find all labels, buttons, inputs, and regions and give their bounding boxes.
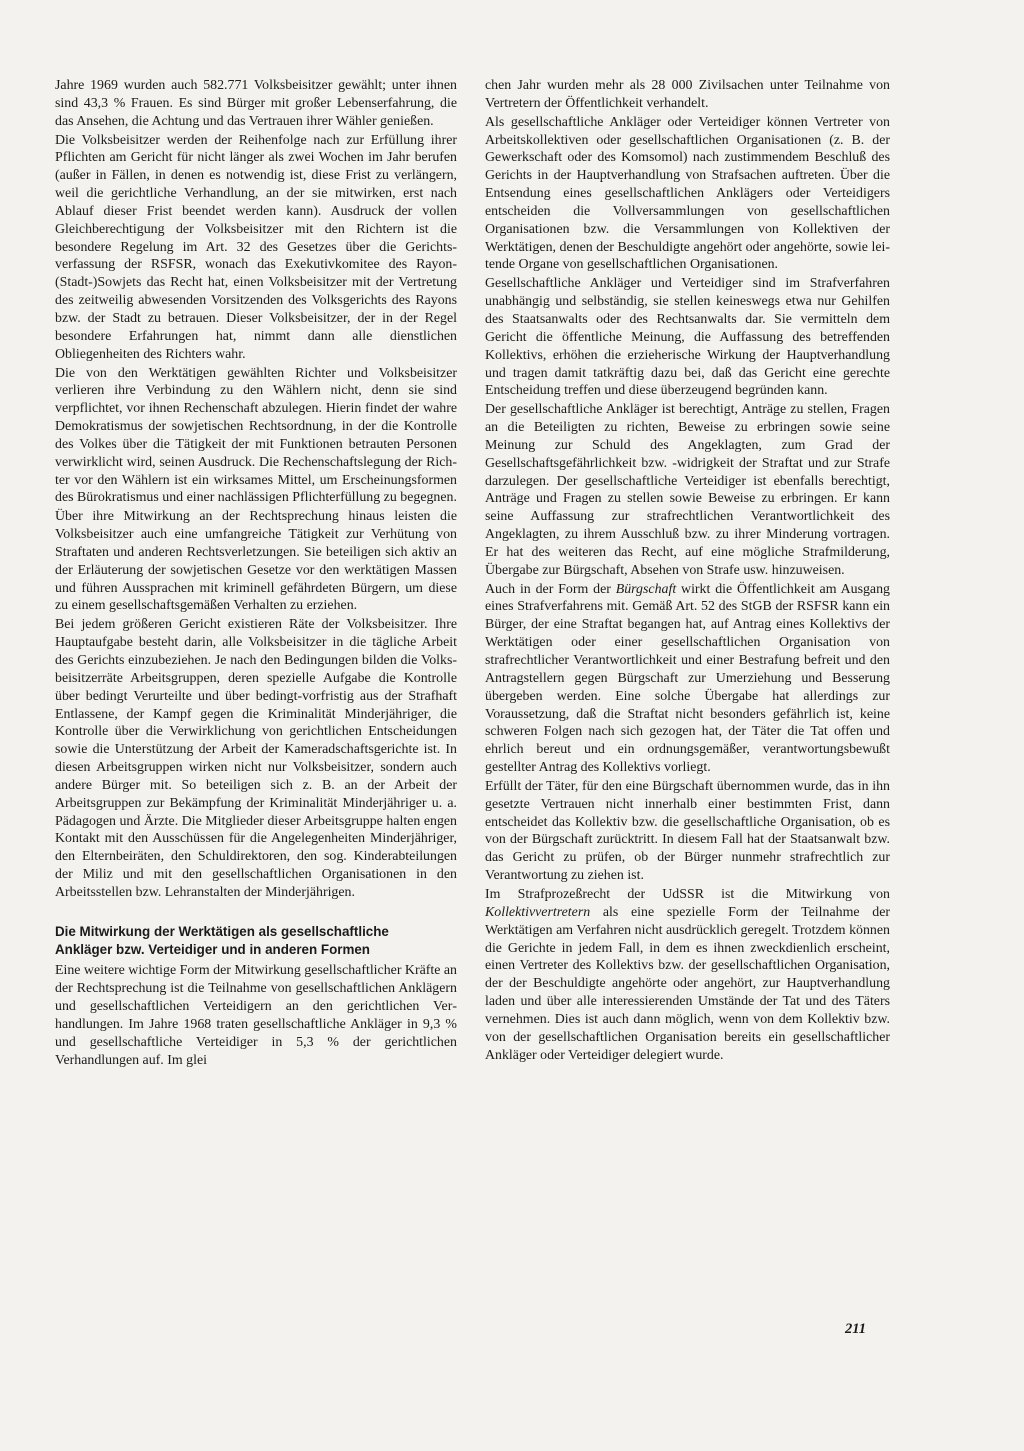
emphasis-term: Bürgschaft [615, 581, 677, 597]
paragraph: Über ihre Mitwirkung an der Rechtsprechung hinaus leisten die Volksbeisitzer auch eine umfangreiche Tätigkeit zur Verhütung von Straftaten und anderen Rechtsverletzungen. Sie beteiligen sich aktiv an der Erläuterung der sowjetischen Gesetze vor den werktätigen Massen und führen Aussprachen mit kriminell gefährdeten Bürgern, um diese zu einem gesellschaftsgemäßen Verhalten zu erziehen. [55, 509, 457, 614]
paragraph: chen Jahr wurden mehr als 28 000 Zivilsachen unter Teilnahme von Vertretern der Öffentlichkeit verhandelt. [485, 78, 890, 111]
left-column [55, 77, 457, 1070]
paragraph [485, 581, 890, 777]
section-heading-line: Ankläger bzw. Verteidiger und in anderen Formen [55, 941, 370, 957]
paragraph-text: Auch in der Form der [485, 581, 616, 597]
paragraph: Gesellschaftliche Ankläger und Verteidiger sind im Strafverfahren unabhängig und selbständig, sie stellen keineswegs etwa nur Gehilfen des Staatsanwalts oder des Rechtsanwalts dar. Sie vermitteln dem Gericht die öffentliche Meinung, die Auffassung des betreffenden Kollektivs, erhöhen die erzieherische Wirkung der Hauptverhandlung und tragen damit tatkräftig dazu bei, daß das Gericht eine gerechte Entscheidung treffen und diese überzeugend begründen kann. [485, 276, 890, 399]
paragraph: Jahre 1969 wurden auch 582.771 Volksbeisitzer gewählt; unter ihnen sind 43,3 % Frauen. Es sind Bürger mit großer Lebenserfahrung, die das Ansehen, die Achtung und das Vertrauen ihrer Wähler genießen. [55, 78, 457, 129]
paragraph: Bei jedem größeren Gericht existieren Räte der Volksbeisitzer. Ihre Hauptaufgabe besteht darin, alle Volksbeisitzer in die tägliche Arbeit des Gerichts einzubeziehen. Je nach den Bedingungen bilden die Volksbeisitzerräte Arbeitsgruppen, deren spezielle Aufgabe die Kontrolle über bedingt Verurteilte und über bedingt-vorfristig aus der Strafhaft Entlassene, der Kampf gegen die Kriminalität Minderjähriger, die Kontrolle über die Verwirklichung von gerichtlichen Entscheidungen sowie die Unterstützung der Arbeit der Kameradschaftsgerichte ist. In diesen Arbeitsgruppen wirken nicht nur Volksbeisitzer, sondern auch andere Bürger mit. So beteiligen sich z. B. an der Arbeit der Arbeitsgruppen zur Bekämpfung der Kriminalität Minderjähriger u. a. Pädagogen und Ärzte. Die Mitglieder dieser Arbeitsgruppe halten engen Kontakt mit den Ausschüssen für die Angelegenheiten Minderjähriger, den Elternbeiräten, den Schuldirektoren, den sog. Kinderabteilungen der Miliz und mit den gesellschaftlichen Organisationen in den Arbeitsstellen bzw. Lehranstalten der Minderjährigen. [55, 617, 457, 900]
paragraph [485, 886, 890, 1064]
paragraph: Die Volksbeisitzer werden der Reihenfolge nach zur Erfüllung ihrer Pflichten am Gericht für nicht länger als zwei Wochen im Jahr berufen (außer in Fällen, in denen es notwendig ist, diese Frist zu verlängern, weil die gerichtliche Verhandlung, an der sie mitwirken, erst nach Ablauf dieser Frist beendet werden kann). Ausdruck der vollen Gleichberechtigung der Volksbeisitzer mit den Richtern ist die besondere Regelung im Art. 32 des Gesetzes über die Gerichtsverfassung der RSFSR, wonach das Exekutivkomitee des Rayon-(Stadt-)Sowjets das Recht hat, einen Volksbeisitzer mit der Vertretung des zeitweilig abwesenden Vorsitzenden des Volksgerichts des Rayons bzw. der Stadt zu betrauen. Dieser Volksbeisitzer, der in der Regel besondere Erfahrungen hat, nimmt dann alle dienstlichen Obliegenheiten des Richters wahr. [55, 132, 457, 362]
paragraph: Als gesellschaftliche Ankläger oder Verteidiger können Vertreter von Arbeitskollektiven oder gesellschaftlichen Organisationen (z. B. der Gewerkschaft oder des Komsomol) nach zustimmendem Beschluß des Gerichts in der Hauptverhandlung von Strafsachen auftreten. Über die Entsendung eines gesellschaftlichen Anklägers oder Verteidigers entscheiden die Vollversammlungen von gesellschaftlichen Organisationen bzw. die Versammlungen von Kollektiven der Werktätigen, denen der Beschuldigte angehört oder angehörte, sowie leitende Organe von gesellschaftlichen Organisationen. [485, 114, 890, 273]
paragraph-text: als eine spezielle Form der Teilnahme der Werktätigen am Verfahren nicht ausdrücklich geregelt. Trotzdem können die Gerichte in jedem Fall, in dem es ihnen zweckdienlich erscheint, einen Vertreter des Kollektivs bzw. der gesellschaftlichen Organisation, der der Beschuldigte angehörte oder angehört, zur Hauptverhandlung laden und über alle interessierenden Umstände der Tat und des Täters vernehmen. Dies ist auch dann möglich, wenn von dem Kollektiv bzw. von der gesellschaftlichen Organisation bereits ein gesellschaftlicher Ankläger oder Verteidiger delegiert wurde. [485, 904, 890, 1063]
paragraph-text: wirkt die Öffentlichkeit am Ausgang eines Strafverfahrens mit. Gemäß Art. 52 des StGB der RSFSR kann ein Bürger, der eine Straftat begangen hat, auf Antrag eines Kollektivs der Werktätigen oder einer gesellschaftlichen Organisation von strafrechtlicher Verantwortlichkeit und einer Bestrafung befreit und den Antragstellern gegen Bürgschaft zur Umerziehung und Besserung übergeben werden. Eine solche Übergabe hat allerdings zur Voraussetzung, daß die Straftat nicht besonders gefährlich ist, keine schweren Folgen nach sich gezogen hat, der Täter die Tat offen und ehrlich bereut und ein ordnungsgemäßer, verantwortungsbewußt gestellter Antrag des Kollektivs vorliegt. [485, 581, 890, 776]
right-column [485, 77, 890, 1065]
paragraph-text: Im Strafprozeßrecht der UdSSR ist die Mitwirkung von [485, 886, 890, 902]
section-heading-line: Die Mitwirkung der Werktätigen als gesellschaftliche [55, 923, 389, 939]
paragraph: Eine weitere wichtige Form der Mitwirkung gesellschaftlicher Kräfte an der Rechtsprechung ist die Teilnahme von gesellschaftlichen Anklägern und gesellschaftlichen Verteidigern an den gerichtlichen Verhandlungen. Im Jahre 1968 traten gesellschaftliche Ankläger in 9,3 % und gesellschaftliche Verteidiger in 5,3 % der gerichtlichen Verhandlungen auf. Im glei [55, 963, 457, 1068]
paragraph: Der gesellschaftliche Ankläger ist berechtigt, Anträge zu stellen, Fragen an die Beteiligten zu richten, Beweise zu erbringen sowie seine Meinung zur Schuld des Angeklagten, zum Grad der Gesellschaftsgefährlichkeit bzw. -widrigkeit der Straftat und zur Strafe darzulegen. Der gesellschaftliche Verteidiger ist ebenfalls berechtigt, Anträge und Fragen zu stellen sowie Beweise zu erbringen. Er kann seine Auffassung zur strafrechtlichen Verantwortlichkeit des Angeklagten, zu ihrem Ausschluß bzw. zu ihrer Minderung vortragen. Er hat des weiteren das Recht, auf eine mögliche Strafmilderung, Übergabe zur Bürgschaft, Absehen von Strafe usw. hinzuweisen. [485, 402, 890, 578]
paragraph: Erfüllt der Täter, für den eine Bürgschaft übernommen wurde, das in ihn gesetzte Vertrauen nicht innerhalb einer bestimmten Frist, dann entscheidet das Kollektiv bzw. die gesellschaftliche Organisation, ob es von der Bürgschaft zurücktritt. In diesem Fall hat der Staatsanwalt bzw. das Gericht zu prüfen, ob der Bürger nunmehr strafrechtlich zur Verantwortung zu ziehen ist. [485, 778, 890, 884]
section-heading [55, 923, 457, 959]
emphasis-term: Kollektivvertretern [485, 904, 591, 920]
paragraph: Die von den Werktätigen gewählten Richter und Volksbeisitzer verlieren ihre Verbindung zu den Wählern nicht, denn sie sind verpflichtet, vor ihnen Rechenschaft abzulegen. Hierin findet der wahre Demokratismus der sowjetischen Rechtsordnung, in der die Kontrolle des Volkes über die Tätigkeit der mit Funktionen betrauten Personen verwirklicht wird, seinen Ausdruck. Die Rechenschaftslegung der Richter vor den Wählern ist ein wirksames Mittel, um Erscheinungsformen des Bürokratismus und einer nachlässigen Pflichterfüllung zu begegnen. [55, 365, 457, 506]
page-number: 211 [845, 1321, 866, 1337]
